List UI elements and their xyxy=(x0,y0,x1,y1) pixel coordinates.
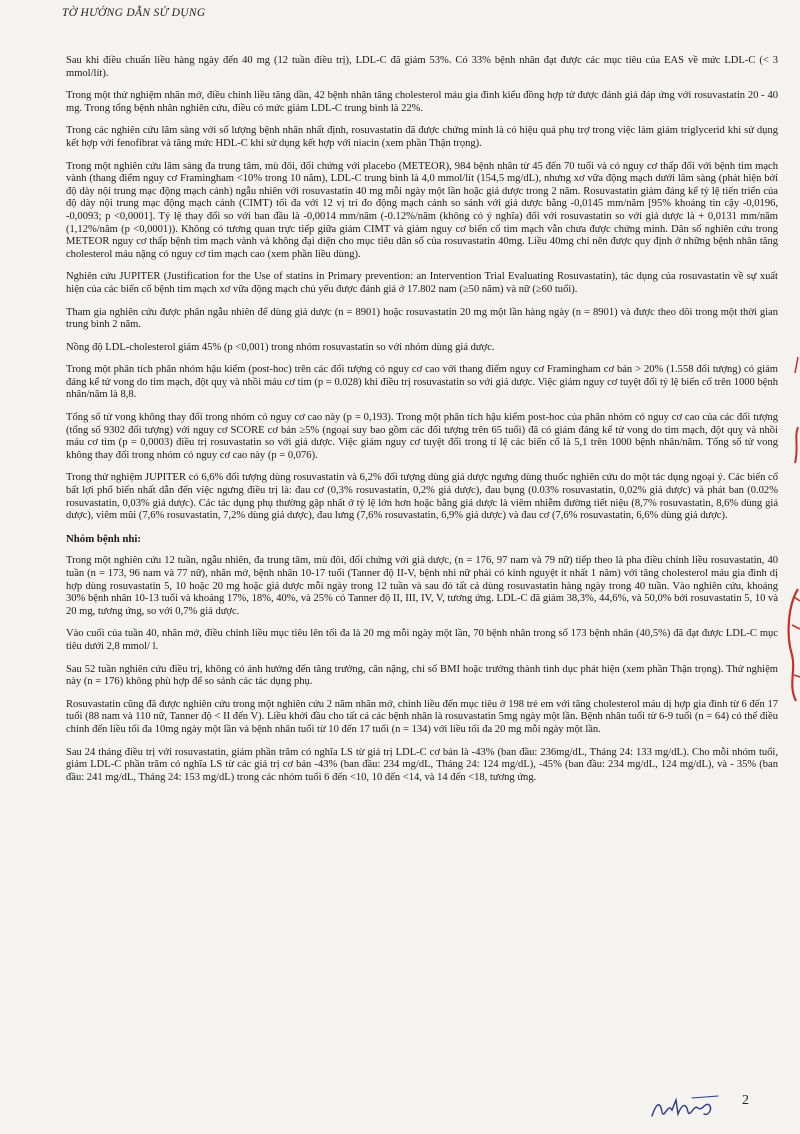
paragraph: Trong một thử nghiệm nhãn mở, điều chỉnh liều tăng dần, 42 bệnh nhân tăng cholesterol máu gia đình kiểu đồng hợp tử được đánh giá đáp ứng với rosuvastatin 20 - 40 mg. Trong tổng bệnh nhân nghiên cứu, điều có mức giảm LDL-C trung bình là 22%. xyxy=(66,90,778,114)
paragraph: Sau 24 tháng điều trị với rosuvastatin, giảm phần trăm có nghĩa LS từ giá trị LDL-C cơ bản là -43% (ban đầu: 236mg/dL, Tháng 24: 133 mg/dL). Cho mỗi nhóm tuổi, giảm LDL-C phần trăm có nghĩa LS từ các giá trị cơ bản -43% (ban đầu: 234 mg/dL, Tháng 24: 124 mg/dL), -45% (ban đầu: 234 mg/dL, 124 mg/dL), và - 35% (ban đầu: 241 mg/dL, Tháng 24: 153 mg/dL) trong các nhóm tuổi 6 đến <10, 10 đến <14, và 14 đến <18, tương ứng. xyxy=(66,746,778,783)
stamp-fragment xyxy=(790,425,800,465)
paragraph: Tham gia nghiên cứu được phân ngẫu nhiên để dùng giả dược (n = 8901) hoặc rosuvastatin 20 mg một lần hàng ngày (n = 8901) và được theo dõi trong một thời gian trung bình 2 năm. xyxy=(66,306,778,331)
page-number: 2 xyxy=(742,1093,749,1108)
paragraph: Rosuvastatin cũng đã được nghiên cứu trong một nghiên cứu 2 năm nhãn mở, chỉnh liều đến mục tiêu ở 198 trẻ em với tăng cholesterol máu dị hợp gia đình từ 6 đến 17 tuổi (88 nam và 110 nữ, Tanner độ < II đến V). Liều khởi đầu cho tất cả các bệnh nhân là rosuvastatin 5mg ngày một lần. Bệnh nhân tuổi từ 6-9 tuổi (n = 64) có thể điều chỉnh đến liều tối đa 10mg ngày một lần và bệnh nhân tuổi từ 10 đến 17 tuổi (n = 134) với liều tối đa 20 mg mỗi ngày một lần. xyxy=(66,698,778,735)
paragraph: Trong thử nghiệm JUPITER có 6,6% đối tượng dùng rosuvastatin và 6,2% đối tượng dùng giả dược ngưng dùng thuốc nghiên cứu do một tác dụng ngoại ý. Các biến cố bất lợi phổ biến nhất dẫn đến việc ngưng điều trị là: đau cơ (0,3% rosuvastatin, 0,2% giả dược), đau bụng (0.03% rosuvastatin, 0,02% giả dược) và phát ban (0.02% rosuvastatin, 0,03% giả dược). Các tác dụng phụ thường gặp nhất ở tỷ lệ lớn hơn hoặc bằng giả dược là viêm nhiễm đường tiết niệu (8,7% rosuvastatin, 8,6% dùng giả dược), viêm mũi (7,6% rosuvastatin, 7,2% dùng giả dược), đau lưng (7,6% rosuvastatin, 6,9% giả dược) và đau cơ (7,6% rosuvastatin, 6,6% dùng giả dược). xyxy=(66,472,778,522)
page-header-title: TỜ HƯỚNG DẪN SỬ DỤNG xyxy=(62,7,206,19)
paragraph: Nghiên cứu JUPITER (Justification for the Use of statins in Primary prevention: an Intervention Trial Evaluating Rosuvastatin), tác dụng của rosuvastatin về sự xuất hiện của các biến cố bệnh tim mạch xơ vữa động mạch chủ yếu được đánh giá ở 17.802 nam (≥50 năm) và nữ (≥60 tuổi). xyxy=(66,271,778,295)
document-body xyxy=(66,55,778,794)
paragraph: Trong các nghiên cứu lâm sàng với số lượng bệnh nhân nhất định, rosuvastatin đã được chứng minh là có hiệu quả phụ trợ trong việc làm giảm triglycerid khi sử dụng kết hợp với fenofibrat và tăng mức HDL-C khi sử dụng kết hợp với niacin (xem phần Thận trọng). xyxy=(66,125,778,149)
paragraph: Nồng độ LDL-cholesterol giảm 45% (p <0,001) trong nhóm rosuvastatin so với nhóm dùng giả dược. xyxy=(66,341,495,353)
paragraph: Sau khi điều chuẩn liều hàng ngày đến 40 mg (12 tuần điều trị), LDL-C đã giảm 53%. Có 33% bệnh nhân đạt được các mục tiêu của EAS về mức LDL-C (< 3 mmol/lít). xyxy=(66,55,778,79)
paragraph: Sau 52 tuần nghiên cứu điều trị, không có ảnh hưởng đến tăng trưởng, cân nặng, chỉ số BMI hoặc trưởng thành tình dục phát hiện (xem phần Thận trọng). Thử nghiệm này (n = 176) không phù hợp để so sánh các tác dụng phụ. xyxy=(66,663,778,688)
paragraph: Vào cuối của tuần 40, nhãn mở, điều chỉnh liều mục tiêu lên tối đa là 20 mg mỗi ngày một lần, 70 bệnh nhân trong số 173 bệnh nhân (40,5%) đã đạt được LDL-C mục tiêu dưới 2,8 mmol/ l. xyxy=(66,628,778,652)
stamp-fragment xyxy=(782,585,800,705)
section-heading-pediatric: Nhóm bệnh nhi: xyxy=(66,532,142,545)
stamp-fragment xyxy=(792,355,800,375)
paragraph: Trong một phân tích phân nhóm hậu kiểm (post-hoc) trên các đối tượng có nguy cơ cao với thang điểm nguy cơ Framingham cơ bản > 20% (1.558 đối tượng) có giảm đáng kể tử vong do tim mạch, đột quỵ và nhồi máu cơ tim (p = 0.028) khi điều trị rosuvastatin so với giả dược. Việc giảm nguy cơ tuyệt đối tỷ lệ biến cố trên 1000 bệnh nhân/năm là 8,8. xyxy=(66,364,778,401)
paragraph: Trong một nghiên cứu lâm sàng đa trung tâm, mù đôi, đối chứng với placebo (METEOR), 984 bệnh nhân từ 45 đến 70 tuổi và có nguy cơ thấp đối với bệnh tim mạch vành (thang điểm nguy cơ Framingham <10% trong 10 năm), LDL-C trung bình là 4,0 mmol/lít (154,5 mg/dL), nhưng xơ vữa động mạch dưới lâm sàng (phát hiện bởi độ dày nội trung mạc động mạch cảnh) ngẫu nhiên với rosuvastatin 40 mg mỗi ngày một lần hoặc giả dược trong 2 năm. Rosuvastatin giảm đáng kể tỷ lệ tiến triển của độ dày nội trung mạc động mạch cảnh (CIMT) tối đa với 12 vị trí đo động mạch cảnh so sánh với giả dược bằng -0,0145 mm/năm [95% khoảng tin cậy -0,0196, -0,0093; p <0,0001]. Tỷ lệ thay đổi so với ban đầu là -0,0014 mm/năm (-0.12%/năm (không có ý nghĩa) đối với rosuvastatin so với giả dược là + 0,0131 mm/năm (1,12%/năm (p <0,0001)). Không có tương quan trực tiếp giữa giảm CIMT và giảm nguy cơ biến cố tim mạch vẫn chưa được chứng minh. Dân số nghiên cứu trong METEOR nguy cơ thấp bệnh tim mạch vành và không đại diện cho mục tiêu dân số của rosuvastatin 40mg. Liều 40mg chỉ nên được quy định ở những bệnh nhân tăng cholesterol máu nặng có nguy cơ tim mạch cao (xem phần liều dùng). xyxy=(66,160,778,260)
handwritten-signature xyxy=(648,1090,728,1124)
paragraph: Trong một nghiên cứu 12 tuần, ngẫu nhiên, đa trung tâm, mù đôi, đối chứng với giả dược, (n = 176, 97 nam và 79 nữ) tiếp theo là pha điều chỉnh liều rosuvastatin, 40 tuần (n = 173, 96 nam và 77 nữ), nhãn mở, bệnh nhân 10-17 tuổi (Tanner độ II-V, bệnh nhi nữ phải có kinh nguyệt ít nhất 1 năm) với tăng cholesterol máu gia đình dị hợp dùng rosuvastatin 5, 10 hoặc 20 mg hoặc giả dược mỗi ngày trong 12 tuần và sau đó tất cả dùng rosuvastatin hàng ngày trong 40 tuần. Vào nghiên cứu, khoảng 30% bệnh nhân 10-13 tuổi và khoảng 17%, 18%, 40%, và 25% có Tanner độ II, III, IV, V, tương ứng. LDL-C đã giảm 38,3%, 44,6%, và 50,0% bởi rosuvastatin 5, 10 và 20 mg, tương ứng, so với 0,7% giả dược. xyxy=(66,555,778,617)
paragraph: Tổng số tử vong không thay đổi trong nhóm có nguy cơ cao này (p = 0,193). Trong một phân tích hậu kiểm post-hoc của phân nhóm có nguy cơ cao của các đối tượng (tổng số 9302 đối tượng) với nguy cơ SCORE cơ bản ≥5% (ngoại suy bao gồm các đối tượng trên 65 tuổi) đã có giảm đáng kể tử vong do tim mạch, đột quỵ và nhồi máu cơ tim (p = 0,0003) điều trị rosuvastatin so với giả dược. Việc giảm nguy cơ tuyệt đối trong tỉ lệ các biến cố là 5,1 trên 1000 bệnh nhân/năm. Tổng số tử vong không thay đổi trong nhóm có nguy cơ cao này (p = 0,076). xyxy=(66,412,778,461)
